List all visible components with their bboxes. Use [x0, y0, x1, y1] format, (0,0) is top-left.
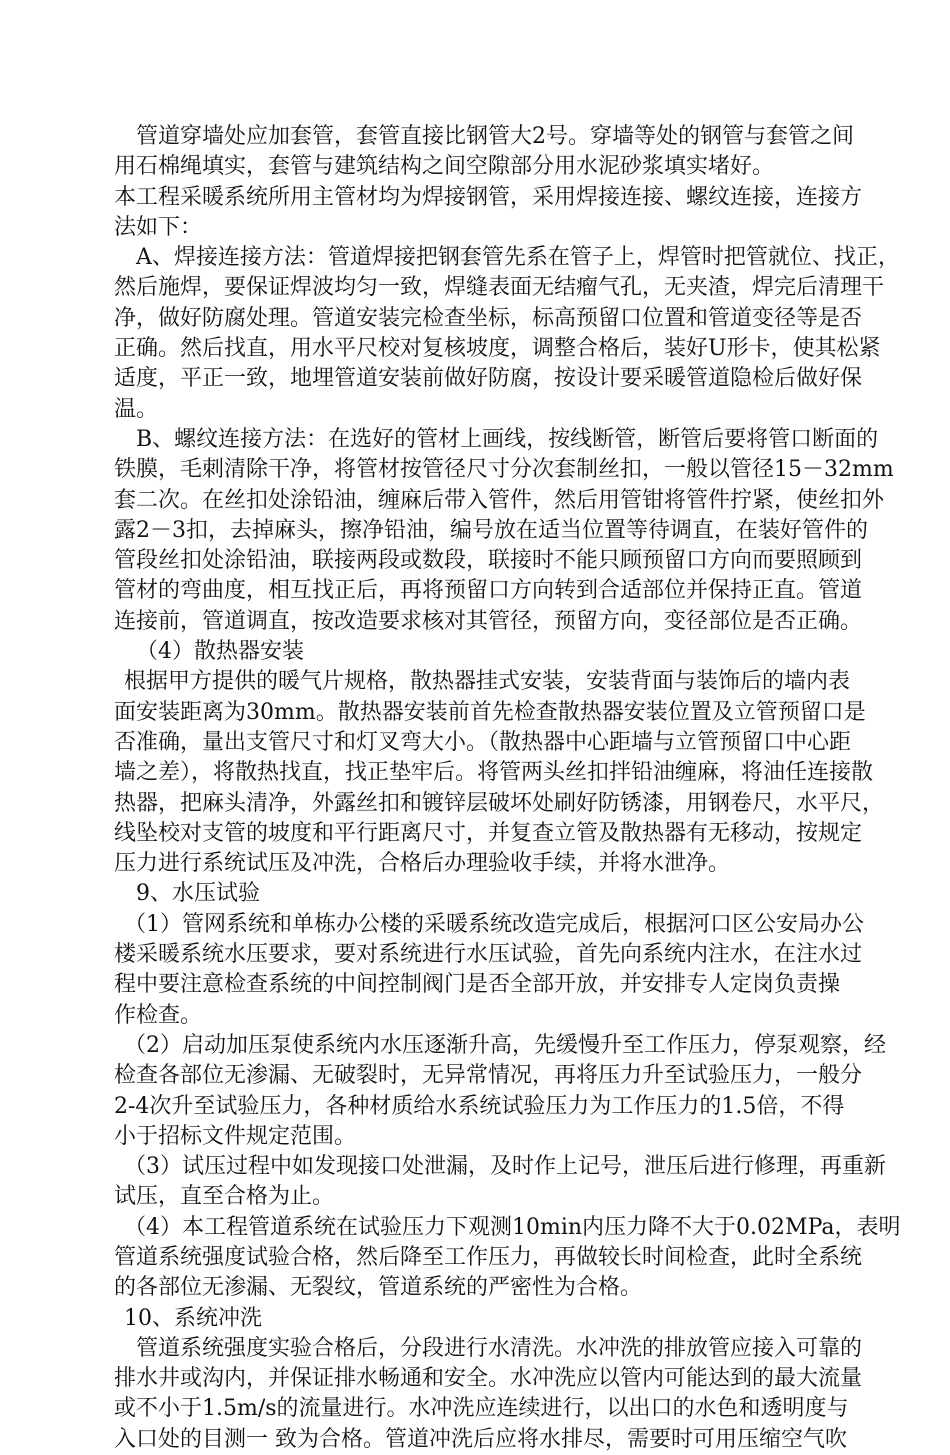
- text-line: 套二次。在丝扣处涂铅油，缠麻后带入管件，然后用管钳将管件拧紧，使丝扣外: [114, 487, 885, 513]
- text-line: （4）本工程管道系统在试验压力下观测10min内压力降不大于0.02MPa，表明: [124, 1214, 901, 1240]
- text-line: 适度，平正一致，地埋管道安装前做好防腐，按设计要采暖管道隐检后做好保: [114, 366, 863, 392]
- text-line: 正确。然后找直，用水平尺校对复核坡度，调整合格后，装好U形卡，使其松紧: [114, 336, 881, 362]
- text-line: 检查各部位无渗漏、无破裂时，无异常情况，再将压力升至试验压力，一般分: [114, 1063, 863, 1089]
- text-line: 压力进行系统试压及冲洗，合格后办理验收手续，并将水泄净。: [114, 851, 731, 877]
- text-line: 作检查。: [114, 1002, 203, 1028]
- text-line: 热器，把麻头清净，外露丝扣和镀锌层破坏处刷好防锈漆，用钢卷尺，水平尺，: [114, 790, 885, 816]
- text-line: 程中要注意检查系统的中间控制阀门是否全部开放，并安排专人定岗负责操: [114, 972, 841, 998]
- text-line: 2-4次升至试验压力，各种材质给水系统试验压力为工作压力的1.5倍，不得: [114, 1093, 845, 1119]
- document-body: [114, 122, 901, 1455]
- text-line: 用石棉绳填实，套管与建筑结构之间空隙部分用水泥砂浆填实堵好。: [114, 154, 775, 180]
- text-line: 排水井或沟内，并保证排水畅通和安全。水冲洗应以管内可能达到的最大流量: [114, 1366, 863, 1392]
- text-line: （3）试压过程中如发现接口处泄漏，及时作上记号，泄压后进行修理，再重新: [124, 1154, 886, 1180]
- text-line: 线坠校对支管的坡度和平行距离尺寸，并复查立管及散热器有无移动，按规定: [114, 820, 863, 846]
- text-line: 法如下：: [114, 214, 203, 240]
- text-line: 根据甲方提供的暖气片规格，散热器挂式安装，安装背面与装饰后的墙内表: [124, 669, 851, 695]
- text-line: 净，做好防腐处理。管道安装完检查坐标，标高预留口位置和管道变径等是否: [114, 305, 863, 331]
- text-line: 温。: [114, 396, 159, 422]
- text-line: 管段丝扣处涂铅油，联接两段或数段，联接时不能只顾预留口方向而要照顾到: [114, 548, 863, 574]
- text-line: 入口处的目测一 致为合格。管道冲洗后应将水排尽，需要时可用压缩空气吹: [114, 1426, 847, 1452]
- text-line: 小于招标文件规定范围。: [114, 1123, 357, 1149]
- text-line: 楼采暖系统水压要求，要对系统进行水压试验，首先向系统内注水，在注水过: [114, 942, 863, 968]
- text-line: 铁膜，毛刺清除干净，将管材按管径尺寸分次套制丝扣，一般以管径15－32mm: [114, 457, 894, 483]
- text-line: 管道系统强度实验合格后，分段进行水清洗。水冲洗的排放管应接入可靠的: [136, 1335, 863, 1361]
- text-line: 的各部位无渗漏、无裂纹，管道系统的严密性为合格。: [114, 1275, 643, 1301]
- text-line: 管材的弯曲度，相互找正后，再将预留口方向转到合适部位并保持正直。管道: [114, 578, 863, 604]
- text-line: 连接前，管道调直，按改造要求核对其管径，预留方向，变径部位是否正确。: [114, 608, 863, 634]
- text-line: （1）管网系统和单栋办公楼的采暖系统改造完成后，根据河口区公安局办公: [124, 911, 864, 937]
- text-line: B、螺纹连接方法：在选好的管材上画线，按线断管，断管后要将管口断面的: [136, 426, 879, 452]
- text-line: 管道穿墙处应加套管，套管直接比钢管大2号。穿墙等处的钢管与套管之间: [136, 124, 854, 149]
- text-line: 露2－3扣，去掉麻头，擦净铅油，编号放在适当位置等待调直，在装好管件的: [114, 517, 868, 543]
- text-line: 10、系统冲洗: [124, 1305, 262, 1331]
- text-line: 试压，直至合格为止。: [114, 1184, 335, 1210]
- text-line: A、焊接连接方法：管道焊接把钢套管先系在管子上，焊管时把管就位、找正，: [136, 245, 900, 271]
- text-line: 然后施焊，要保证焊波均匀一致，焊缝表面无结瘤气孔，无夹渣，焊完后清理干: [114, 275, 885, 301]
- text-line: 9、水压试验: [136, 881, 260, 907]
- text-line: （4）散热器安装: [136, 639, 304, 665]
- text-line: 面安装距离为30mm。散热器安装前首先检查散热器安装位置及立管预留口是: [114, 699, 866, 725]
- text-line: 或不小于1.5m/s的流量进行。水冲洗应连续进行，以出口的水色和透明度与: [114, 1396, 849, 1422]
- text-line: 墙之差），将散热找直，找正垫牢后。将管两头丝扣拌铅油缠麻，将油任连接散: [114, 760, 874, 786]
- text-line: 管道系统强度试验合格，然后降至工作压力，再做较长时间检查，此时全系统: [114, 1244, 863, 1270]
- text-line: 否准确，量出支管尺寸和灯叉弯大小。（散热器中心距墙与立管预留口中心距: [114, 729, 852, 755]
- text-line: （2）启动加压泵使系统内水压逐渐升高，先缓慢升至工作压力，停泵观察，经: [124, 1032, 886, 1058]
- text-line: 本工程采暖系统所用主管材均为焊接钢管，采用焊接连接、螺纹连接，连接方: [114, 184, 863, 210]
